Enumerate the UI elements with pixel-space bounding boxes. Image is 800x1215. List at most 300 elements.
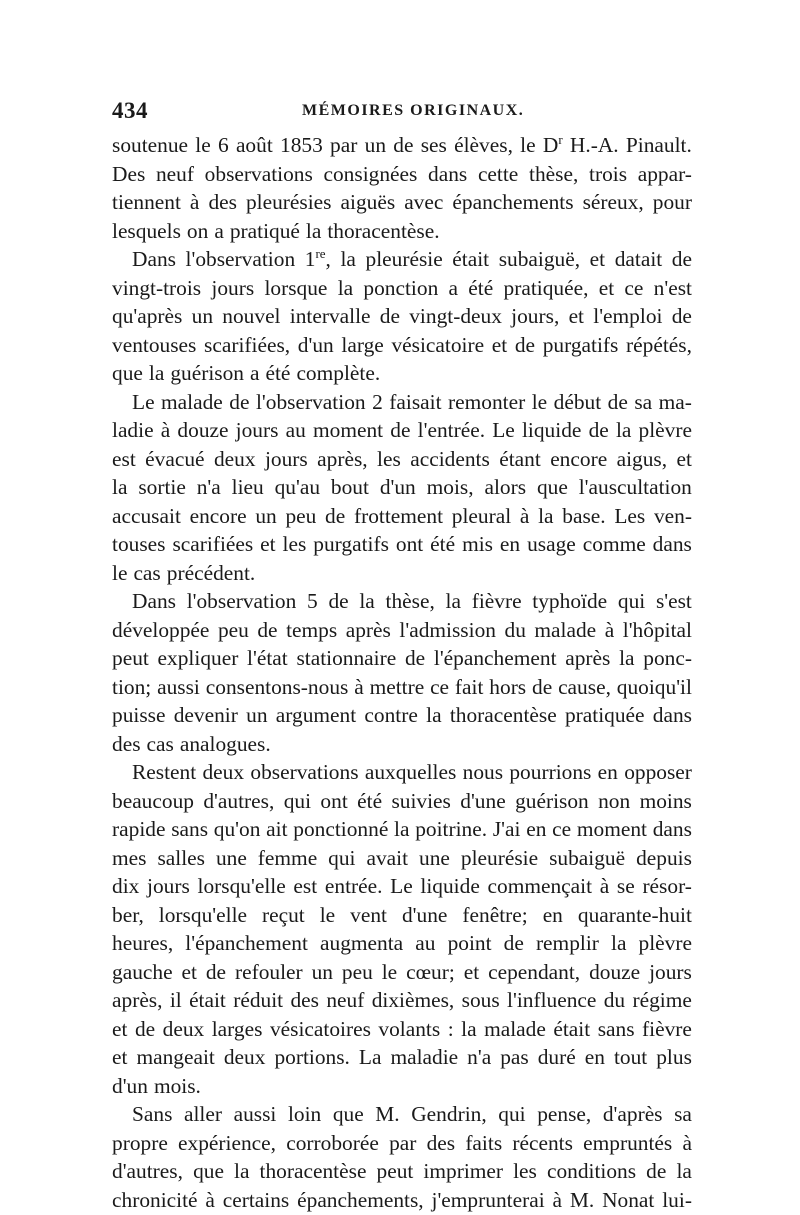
word: consignées xyxy=(323,161,418,186)
word: de xyxy=(404,646,426,670)
word: touses xyxy=(112,532,166,556)
word: Nonat xyxy=(602,1187,655,1212)
word: typhoïde xyxy=(532,589,608,613)
word: de xyxy=(393,133,414,157)
word: purgatifs xyxy=(313,532,389,556)
word: les xyxy=(377,446,401,471)
word: élèves, xyxy=(454,133,513,157)
word: après, xyxy=(112,988,163,1012)
word: aller xyxy=(184,1102,222,1126)
text-line xyxy=(112,1157,692,1186)
word: dixièmes, xyxy=(371,988,455,1012)
word: vingt-deux xyxy=(409,304,502,328)
word: il xyxy=(169,988,182,1012)
word: était xyxy=(189,988,226,1012)
word: mois, xyxy=(426,475,474,499)
word: jours xyxy=(235,418,279,442)
word: pleural xyxy=(451,503,512,528)
running-head xyxy=(112,98,692,128)
word: d'autres, xyxy=(112,1159,183,1183)
word: tout xyxy=(613,1045,648,1069)
word: l'auscultation xyxy=(578,475,692,499)
word: observations xyxy=(250,760,359,784)
word: douze xyxy=(589,959,641,984)
word: propre xyxy=(112,1130,168,1155)
word: et xyxy=(598,275,615,300)
word: non xyxy=(598,788,631,813)
word: la xyxy=(611,931,627,955)
text-line xyxy=(112,815,692,844)
word: lui- xyxy=(662,1187,692,1212)
text-line xyxy=(112,559,692,588)
word: un xyxy=(255,503,277,528)
word: épanchements, xyxy=(297,1187,424,1212)
word: et xyxy=(112,1016,128,1041)
word: pour xyxy=(652,190,692,214)
word: observations xyxy=(204,161,313,186)
word: régime xyxy=(632,988,692,1012)
word: la xyxy=(340,247,356,271)
text-line xyxy=(112,217,692,246)
word: l'épanchement xyxy=(185,931,308,955)
word: que xyxy=(112,361,143,385)
word: jours xyxy=(264,446,308,471)
word: soutenue xyxy=(112,133,189,157)
word: contre xyxy=(364,703,418,727)
word: et xyxy=(676,446,692,471)
text-line xyxy=(112,929,692,958)
text-line xyxy=(112,245,692,274)
word: faisait xyxy=(389,389,442,414)
word: qui xyxy=(498,1102,526,1126)
word: purgatifs xyxy=(542,332,619,357)
body-text xyxy=(112,131,692,1214)
word: l'influence xyxy=(507,988,597,1012)
word: 6 xyxy=(217,133,229,157)
word: de xyxy=(257,617,278,642)
word: un xyxy=(191,304,214,328)
word: dans xyxy=(652,703,692,727)
text-line xyxy=(112,416,692,445)
word: à xyxy=(189,190,200,214)
word: de xyxy=(607,389,628,414)
word: larges xyxy=(211,1016,263,1041)
text-line xyxy=(112,958,692,987)
word: stationnaire xyxy=(296,646,397,670)
word: 2 xyxy=(372,389,383,414)
word: que xyxy=(536,475,568,499)
word: la xyxy=(615,418,632,442)
word: encore xyxy=(189,503,247,528)
text-line xyxy=(112,1043,692,1072)
word: M. xyxy=(569,1187,595,1212)
word: deux xyxy=(213,446,256,471)
text-line xyxy=(112,758,692,787)
word: pratiqué xyxy=(229,218,300,243)
word: malade xyxy=(534,617,597,642)
word: Des xyxy=(112,161,146,186)
word: le xyxy=(319,902,336,927)
word: en xyxy=(542,902,563,927)
word: sa xyxy=(674,1102,692,1126)
word: une xyxy=(419,845,450,870)
word: précédent. xyxy=(166,560,256,585)
word: aussi xyxy=(233,1102,277,1126)
word: la xyxy=(359,589,375,613)
word: corroborée xyxy=(286,1130,379,1155)
word: heures, xyxy=(112,931,174,955)
word: sans xyxy=(171,817,209,841)
word: avait xyxy=(366,845,409,870)
word: temps xyxy=(286,617,338,642)
text-line xyxy=(112,872,692,901)
word: un xyxy=(364,133,387,157)
word: la xyxy=(305,218,322,243)
word: imprimer xyxy=(423,1159,504,1183)
word: après xyxy=(565,646,611,670)
text-line xyxy=(112,445,692,474)
running-title: MÉMOIRES ORIGINAUX. xyxy=(302,102,525,119)
word: analogues. xyxy=(179,731,271,756)
word: suivies xyxy=(391,788,451,813)
word: Gendrin, xyxy=(411,1102,487,1126)
word: sous xyxy=(461,988,500,1012)
word: d'après xyxy=(602,1102,663,1126)
word: par xyxy=(330,133,358,157)
word: 5 xyxy=(307,589,318,613)
word: ait xyxy=(266,817,288,841)
word: développée xyxy=(112,617,210,642)
word: depuis xyxy=(636,845,692,870)
word: n'a xyxy=(467,1045,492,1069)
word: en xyxy=(526,817,547,841)
word: aigus, xyxy=(616,446,668,471)
text-line xyxy=(112,131,692,160)
word: pleurésies xyxy=(245,190,332,214)
word: M. xyxy=(375,1102,400,1126)
word: lieu xyxy=(231,475,264,499)
text-line xyxy=(112,901,692,930)
word: un xyxy=(246,703,268,727)
text-line xyxy=(112,587,692,616)
word: qu'au xyxy=(274,475,321,499)
word: pas xyxy=(500,1045,529,1069)
word: de xyxy=(532,674,553,699)
word: ber, xyxy=(112,902,144,927)
word: la xyxy=(337,275,354,300)
word: de xyxy=(671,247,692,271)
word: point xyxy=(447,931,492,955)
word: les xyxy=(282,532,307,556)
word: peut xyxy=(112,646,149,670)
text-line xyxy=(112,530,692,559)
word: se xyxy=(616,874,635,898)
word: neuf xyxy=(155,161,194,186)
text-line xyxy=(112,1072,692,1101)
word: début xyxy=(553,389,602,414)
word: thèse, xyxy=(529,161,579,186)
word: n'a xyxy=(196,475,221,499)
word: à xyxy=(519,503,530,528)
word: moment xyxy=(576,817,647,841)
word: tiennent xyxy=(112,190,181,214)
word: a xyxy=(448,275,459,300)
word: dans xyxy=(652,532,692,556)
word: pleurésie xyxy=(460,845,539,870)
word: peu xyxy=(341,959,373,984)
word: récents xyxy=(512,1130,573,1155)
word: l'observation xyxy=(255,389,366,414)
word: neuf xyxy=(326,988,365,1012)
word: maladie xyxy=(390,1045,459,1069)
word: qui xyxy=(617,589,646,613)
word: est xyxy=(112,446,136,471)
word: vésicatoire xyxy=(391,332,485,357)
word: Les xyxy=(614,503,646,528)
word: août xyxy=(235,133,273,157)
word: guérison xyxy=(515,788,589,813)
word: de xyxy=(514,332,536,357)
word: expliquer xyxy=(157,646,239,670)
word: cas xyxy=(146,731,174,756)
word: qui xyxy=(283,788,312,813)
word: de xyxy=(379,304,400,328)
word: de xyxy=(134,1016,156,1041)
word: fièvre xyxy=(642,1016,692,1041)
word: jours, xyxy=(511,304,560,328)
word: réduit xyxy=(233,988,284,1012)
word: de xyxy=(588,418,609,442)
text-line xyxy=(112,1015,692,1044)
word: puisse xyxy=(112,703,166,727)
word: J'ai xyxy=(492,817,521,841)
word: moment xyxy=(313,418,384,442)
word: Restent xyxy=(132,760,197,784)
word: encore xyxy=(550,446,608,471)
word: H.-A. xyxy=(569,133,619,157)
word: 1re, xyxy=(304,245,331,271)
word: quarante-huit xyxy=(577,902,692,927)
word: mes xyxy=(112,845,147,870)
word: la xyxy=(394,817,410,841)
word: rapide xyxy=(112,817,166,841)
text-line xyxy=(112,787,692,816)
word: cœur; xyxy=(406,959,455,984)
word: de xyxy=(671,304,692,328)
word: j'emprunterai xyxy=(431,1187,545,1212)
word: ce xyxy=(624,275,644,300)
word: ce xyxy=(430,674,450,699)
word: devenir xyxy=(173,703,238,727)
word: alors xyxy=(484,475,527,499)
word: l'hôpital xyxy=(622,617,692,642)
word: datait xyxy=(614,247,663,271)
word: sans xyxy=(597,1016,635,1041)
word: de xyxy=(390,418,411,442)
text-line xyxy=(112,1129,692,1158)
word: la xyxy=(426,703,442,727)
word: en xyxy=(597,760,618,784)
word: Le xyxy=(132,389,155,414)
word: thoracentèse xyxy=(259,1159,367,1183)
word: pense, xyxy=(537,1102,592,1126)
word: le xyxy=(195,133,211,157)
word: d'un xyxy=(112,1073,148,1098)
word: au xyxy=(285,418,306,442)
word: et xyxy=(260,532,276,556)
word: lorsque xyxy=(264,275,328,300)
word: Le xyxy=(492,418,515,442)
word: résor- xyxy=(642,874,692,898)
word: avec xyxy=(404,190,444,214)
word: des xyxy=(208,190,237,214)
word: la xyxy=(538,503,554,528)
word: à xyxy=(599,874,610,898)
word: nous xyxy=(462,760,504,784)
word: était xyxy=(452,247,490,271)
word: loin xyxy=(287,1102,322,1126)
word: deux xyxy=(202,760,245,784)
word: aussi xyxy=(157,674,200,699)
word: sa xyxy=(634,389,653,414)
word: ladie xyxy=(112,418,154,442)
word: pourrions xyxy=(509,760,592,784)
word: des xyxy=(112,731,141,756)
word: cette xyxy=(477,161,519,186)
word: et xyxy=(181,959,197,984)
word: à xyxy=(682,1130,692,1155)
word: ce xyxy=(552,817,572,841)
word: la xyxy=(619,646,635,670)
word: Sans xyxy=(132,1102,173,1126)
word: on xyxy=(186,218,209,243)
word: malade xyxy=(484,1016,546,1041)
word: mois. xyxy=(153,1073,201,1098)
word: de xyxy=(646,1159,667,1183)
word: volants xyxy=(378,1016,441,1041)
word: la xyxy=(676,1159,692,1183)
word: augmenta xyxy=(320,931,404,955)
word: intervalle xyxy=(289,304,371,328)
word: cause, xyxy=(558,674,611,699)
word: refouler xyxy=(234,959,303,984)
word: des xyxy=(290,988,319,1012)
word: pleurésie xyxy=(365,247,443,271)
word: l'observation xyxy=(186,589,297,613)
word: en xyxy=(584,1045,605,1069)
word: une xyxy=(215,845,247,870)
word: l'emploi xyxy=(593,304,663,328)
word: mis xyxy=(462,532,493,556)
word: que xyxy=(332,1102,364,1126)
word: accusait xyxy=(112,503,181,528)
word: chronicité xyxy=(112,1187,198,1212)
word: ont xyxy=(320,788,348,813)
word: frottement xyxy=(353,503,444,528)
word: base. xyxy=(562,503,606,528)
word: de xyxy=(205,959,227,984)
text-line xyxy=(112,331,692,360)
word: le xyxy=(520,133,536,157)
word: bout xyxy=(330,475,369,499)
word: était xyxy=(553,1016,591,1041)
text-line xyxy=(112,473,692,502)
word: lorsqu'elle xyxy=(158,902,248,927)
word: La xyxy=(358,1045,382,1069)
word: d'un xyxy=(297,332,334,357)
word: la xyxy=(461,1016,477,1041)
word: d'un xyxy=(379,475,416,499)
word: Dans xyxy=(132,247,176,271)
word: : xyxy=(447,1016,454,1041)
word: un xyxy=(311,959,333,984)
word: étant xyxy=(499,446,541,471)
word: l'entrée. xyxy=(417,418,486,442)
word: les xyxy=(513,1159,537,1183)
word: $D^r$ xyxy=(542,131,563,157)
word: d'une xyxy=(460,788,506,813)
word: comme xyxy=(582,532,646,556)
word: le xyxy=(112,560,128,585)
word: opposer xyxy=(624,760,692,784)
word: ponc- xyxy=(643,646,692,670)
word: le xyxy=(531,389,548,414)
word: s'est xyxy=(655,589,692,613)
word: la xyxy=(445,589,461,613)
word: 1853 xyxy=(280,133,323,157)
word: qui xyxy=(328,845,356,870)
word: ven- xyxy=(653,503,692,528)
word: après xyxy=(345,617,391,642)
word: Pinault. xyxy=(625,133,692,157)
word: au xyxy=(415,931,436,955)
word: pratiquée, xyxy=(503,275,589,300)
word: jours xyxy=(147,874,190,898)
word: jours xyxy=(211,275,255,300)
text-line xyxy=(112,160,692,189)
word: ventouses xyxy=(112,332,197,357)
word: l'observation xyxy=(185,247,296,271)
word: épanchements xyxy=(452,190,574,214)
word: répétés, xyxy=(626,332,692,357)
text-line xyxy=(112,701,692,730)
word: empruntés xyxy=(583,1130,673,1155)
word: subaiguë, xyxy=(498,247,581,271)
word: qu'après xyxy=(112,304,183,328)
word: d'une xyxy=(401,902,448,927)
word: commençait xyxy=(487,874,593,898)
word: ponction xyxy=(363,275,439,300)
word: séreux, xyxy=(582,190,644,214)
word: ses xyxy=(420,133,447,157)
word: à xyxy=(354,674,364,699)
word: gauche xyxy=(112,959,173,984)
text-line xyxy=(112,1100,692,1129)
word: large xyxy=(341,332,384,357)
word: lesquels xyxy=(112,218,181,243)
text-line xyxy=(112,302,692,331)
text-line xyxy=(112,1186,692,1215)
word: dans xyxy=(428,161,468,186)
word: de xyxy=(229,389,250,414)
page-number: 434 xyxy=(112,98,148,123)
word: le xyxy=(381,959,398,984)
word: a xyxy=(250,361,260,385)
word: quoiqu'il xyxy=(616,674,692,699)
word: et xyxy=(112,1045,128,1069)
word: conditions xyxy=(546,1159,637,1183)
word: scarifiées, xyxy=(204,332,291,357)
